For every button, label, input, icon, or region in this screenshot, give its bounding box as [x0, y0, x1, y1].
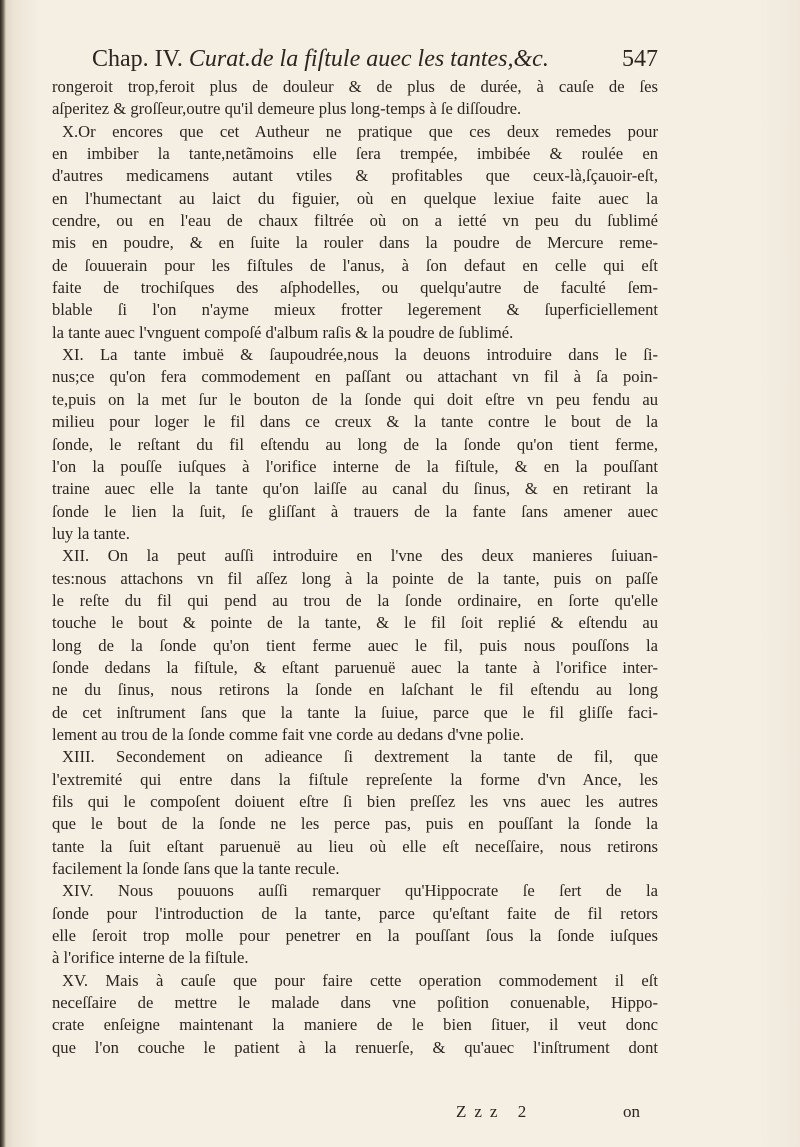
catchword: on	[623, 1102, 640, 1121]
text-line: ſonde pour l'introduction de la tante, parce qu'eſtant faite de fil retors	[52, 903, 658, 923]
text-line: traine auec elle la tante qu'on laiſſe au canal du ſinus, & en retirant la	[52, 479, 658, 499]
page-number: 547	[622, 46, 658, 72]
text-line: le reſte du fil qui pend au trou de la ſonde ordinaire, en ſorte qu'elle	[52, 590, 658, 610]
text-line: ſonde dedans la fiſtule, & eſtant paruenuë auec la tante à l'orifice inter-	[52, 657, 658, 677]
text-line: neceſſaire de mettre le malade dans vne poſition conuenable, Hippo-	[52, 993, 658, 1013]
text-line: ſonde le lien la ſuit, ſe gliſſant à trauers de la fante ſans amener auec	[52, 501, 658, 521]
text-line: cendre, ou en l'eau de chaux filtrée où on a ietté vn peu du ſublimé	[52, 211, 658, 231]
text-line: milieu pour loger le fil dans ce creux & la tante contre le bout de la	[52, 412, 658, 432]
text-line: touche le bout & pointe de la tante, & le fil ſoit replié & eſtendu au	[52, 613, 658, 633]
text-line: rongeroit trop,feroit plus de douleur & de plus de durée, à cauſe de ſes	[52, 77, 658, 96]
text-line: la tante auec l'vnguent compoſé d'album raſis & la poudre de ſublimé.	[52, 322, 514, 342]
text-line: l'on la pouſſe iuſques à l'orifice interne de la fiſtule, & en la pouſſant	[52, 456, 658, 476]
text-line: long de la ſonde qu'on tient ferme auec le fil, puis nous pouſſons la	[52, 635, 658, 655]
paragraph-xiv-start: XIV. Nous pouuons auſſi remarquer qu'Hippocrate ſe ſert de la	[62, 881, 658, 901]
text-line: lement au trou de la ſonde comme fait vne corde au dedans d'vne polie.	[52, 724, 525, 744]
text-line: de ſouuerain pour les fiſtules de l'anus, à ſon defaut en celle qui eſt	[52, 255, 658, 275]
text-line: facilement la ſonde ſans que la tante recule.	[52, 859, 340, 879]
text-line: ſonde, le reſtant du fil eſtendu au long de la ſonde qu'on tient ferme,	[52, 434, 658, 454]
signature-mark: Zzz 2	[456, 1102, 535, 1121]
text-line: nus;ce qu'on fera commodement en paſſant ou attachant vn fil à ſa poin-	[52, 367, 658, 387]
paragraph-xii-start: XII. On la peut auſſi introduire en l'vne des deux manieres ſuiuan-	[62, 546, 658, 566]
paragraph-xv-start: XV. Mais à cauſe que pour faire cette operation commodement il eſt	[62, 970, 658, 990]
text-line: fils qui le compoſent doiuent eſtre ſi bien preſſez les vns auec les autres	[52, 792, 658, 811]
running-header	[92, 44, 658, 74]
text-line: ne du ſinus, nous retirons la ſonde en laſchant le fil eſtendu au long	[52, 680, 658, 700]
text-line: aſperitez & groſſeur,outre qu'il demeure plus long-temps à ſe diſſoudre.	[52, 99, 522, 119]
text-line: mis en poudre, & en ſuite la rouler dans la poudre de Mercure reme-	[52, 233, 658, 253]
text-line: luy la tante.	[52, 523, 130, 543]
text-line: à l'orifice interne de la fiſtule.	[52, 948, 249, 968]
text-line: blable ſi l'on n'ayme mieux frotter legerement & ſuperficiellement	[52, 300, 658, 320]
text-line: te,puis on la met ſur le bouton de la ſonde qui doit eſtre vn peu fendu au	[52, 389, 658, 409]
page-binding-edge	[0, 0, 6, 1147]
paragraph-xi-start: XI. La tante imbuë & ſaupoudrée,nous la deuons introduire dans le ſi-	[62, 345, 658, 365]
paragraph-x-start: X.Or encores que cet Autheur ne pratique que ces deux remedes pour	[62, 121, 658, 141]
text-line: que l'on couche le patient à la renuerſe, & qu'auec l'inſtrument dont	[52, 1037, 658, 1057]
text-line: que le bout de la ſonde ne les perce pas, puis en pouſſant la ſonde la	[52, 814, 658, 834]
text-line: faite de trochiſques des aſphodelles, ou quelqu'autre de faculté ſem-	[52, 278, 658, 298]
text-line: l'extremité qui entre dans la fiſtule repreſente la forme d'vn Ance, les	[52, 769, 658, 789]
body-text	[52, 76, 658, 1059]
text-line: tante la ſuit eſtant paruenuë au lieu où elle eſt neceſſaire, nous retirons	[52, 836, 658, 856]
text-line: en l'humectant au laict du figuier, où en quelque lexiue faite auec la	[52, 188, 658, 208]
paragraph-xiii-start: XIII. Secondement on adieance ſi dextrement la tante de fil, que	[62, 747, 658, 767]
text-line: en imbiber la tante,netãmoins elle ſera trempée, imbibée & roulée en	[52, 144, 658, 164]
text-line: tes:nous attachons vn fil aſſez long à la pointe de la tante, puis on paſſe	[52, 568, 658, 588]
page-footer	[52, 1100, 658, 1124]
text-line: de cet inſtrument ſans que la tante la ſuiue, parce que le fil gliſſe faci-	[52, 702, 658, 722]
running-title: Curat.de la fiſtule auec les tantes,&c.	[188, 46, 549, 72]
text-line: d'autres medicamens autant vtiles & profitables que ceux-là,ſçauoir-eſt,	[52, 166, 658, 186]
chapter-label: Chap. IV.	[92, 46, 183, 72]
text-line: crate enſeigne maintenant la maniere de le bien ſituer, il veut donc	[52, 1015, 658, 1035]
text-line: elle ſeroit trop molle pour penetrer en la pouſſant ſous la ſonde iuſques	[52, 926, 658, 946]
